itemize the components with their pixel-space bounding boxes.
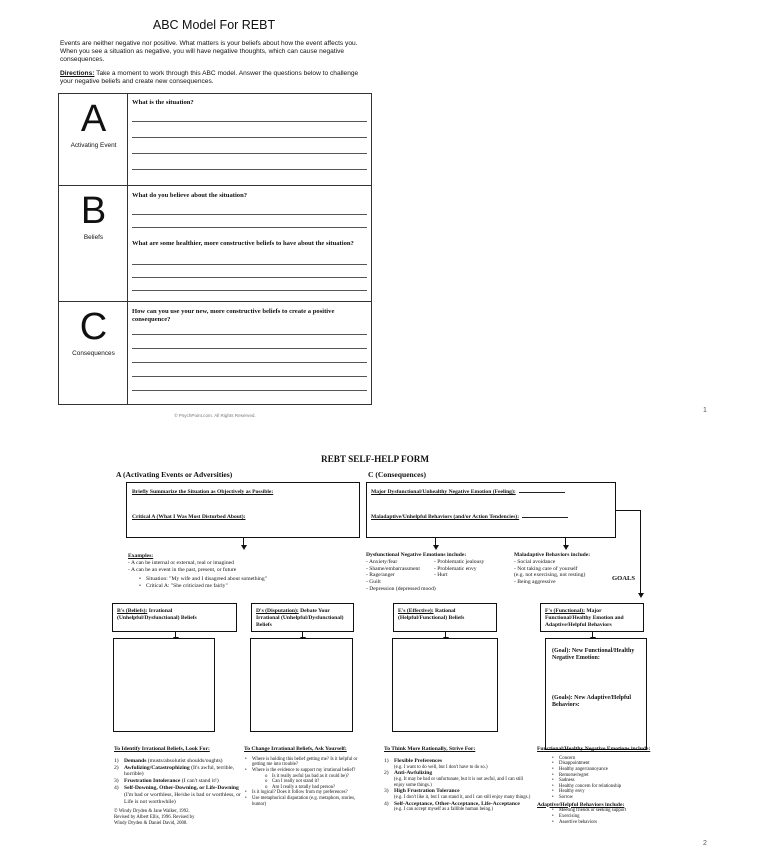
emotion-item: - Problematic envy <box>434 565 477 572</box>
question-situation: What is the situation? <box>132 99 194 106</box>
col4-heading-2: Adaptive/Helpful Behaviors include: <box>537 801 625 808</box>
col3-item <box>384 788 532 800</box>
col2-sub-bullet: o Is it really awful (as bad as it could be)? <box>264 774 370 780</box>
col3-heading: To Think More Rationally, Strive For: <box>384 746 476 752</box>
example-critical-a: • Critical A: "She criticized me fairly" <box>138 583 358 590</box>
col3-item <box>384 801 532 813</box>
col2-bullet: • Is it logical? Does it follow from my preferences? <box>244 790 370 796</box>
disputation-head: D's (Disputation): <box>256 608 299 614</box>
adaptive-behavior-item: • Meeting friends or seeking support <box>551 808 665 814</box>
functional-text <box>545 608 643 628</box>
goals-arrow <box>640 510 641 596</box>
directions-text: Take a moment to work through this ABC model. Answer the questions below to challenge your negative beliefs and create new consequences. <box>60 70 359 86</box>
item-number: 4) <box>114 784 119 791</box>
answer-blank[interactable] <box>522 517 568 518</box>
answer-line[interactable] <box>132 390 367 391</box>
col2-sub-bullet: o Can I really not stand it? <box>264 779 370 785</box>
col4-list <box>551 756 665 801</box>
item-number: 4) <box>384 800 389 807</box>
item-text: (e.g. I want to do well, but I don't have to do so.) <box>394 764 488 770</box>
goals-writing-box[interactable] <box>545 638 647 750</box>
dysfunctional-emotions-block <box>366 552 508 599</box>
behavior-item: - Social avoidance <box>514 558 556 565</box>
maladaptive-behavior-label: Maladaptive/Unhelpful Behaviors (and/or Action Tendencies): <box>371 514 520 520</box>
item-number: 1) <box>114 757 119 764</box>
col2-bullet: • Where is the evidence to support my irrational belief? <box>244 768 370 774</box>
beliefs-head: B's (Beliefs): <box>117 608 148 614</box>
answer-blank[interactable] <box>519 492 565 493</box>
item-number: 2) <box>114 764 119 771</box>
change-irrational-beliefs <box>244 746 370 807</box>
question-consequence: How can you use your new, more constructive beliefs to create a positive consequence? <box>132 308 335 323</box>
answer-line[interactable] <box>132 376 367 377</box>
functional-box <box>540 603 644 632</box>
item-number: 1) <box>384 757 389 764</box>
col3-item <box>384 758 532 770</box>
example-bullets <box>138 576 358 590</box>
item-bold: Self-Downing, Other-Downing, or Life-Downing <box>124 784 239 791</box>
critical-a-label: Critical A (What I Was Most Disturbed About): <box>132 514 246 520</box>
col2-list <box>244 757 370 774</box>
examples-heading: Examples: <box>128 553 154 559</box>
emotion-item: - Shame/embarrassment <box>366 565 420 572</box>
healthy-emotion-item: • Concern <box>551 756 665 762</box>
abc-row-b <box>59 186 371 302</box>
functional-head: F's (Functional): <box>545 608 585 614</box>
abc-cell-b <box>59 186 128 301</box>
disputation-rest: Debate Your Irrational (Unhelpful/Dysfunctional) Beliefs <box>256 608 344 628</box>
dysfunctional-emotions-heading: Dysfunctional Negative Emotions include: <box>366 552 467 558</box>
major-emotion-row <box>371 489 615 496</box>
consequences-box[interactable] <box>366 482 616 538</box>
item-bold: Frustration Intolerance <box>124 778 181 785</box>
answer-line[interactable] <box>132 264 367 265</box>
abc-table <box>58 93 372 405</box>
worksheet-page-2 <box>0 440 768 866</box>
item-number: 2) <box>384 770 389 777</box>
col4-list-2 <box>551 808 665 825</box>
credit-line: © Windy Dryden & Jane Walker, 1992. <box>114 809 190 815</box>
effective-text <box>398 608 494 622</box>
goal-emotion-label: (Goal): New Functional/Healthy Negative Emotion: <box>552 648 635 662</box>
effective-rest: Rational (Helpful/Functional) Beliefs <box>398 608 465 621</box>
summarize-situation-label: Briefly Summarize the Situation as Objectively as Possible: <box>132 489 274 495</box>
letter-c: C <box>79 306 108 348</box>
letter-b: B <box>80 190 107 232</box>
disputation-writing-box[interactable] <box>250 638 353 732</box>
item-number: 3) <box>384 788 389 795</box>
behavior-item: (e.g. not exercising, not resting) <box>514 572 586 579</box>
healthy-emotion-item: • Healthy anger/annoyance <box>551 767 665 773</box>
item-bold: Flexible Preferences <box>394 757 443 764</box>
col1-heading: To Identify Irrational Beliefs, Look For: <box>114 746 210 752</box>
abc-cell-a <box>59 94 128 185</box>
emotion-item: - Depression (depressed mood) <box>366 585 436 592</box>
question-healthier-beliefs: What are some healthier, more constructive beliefs to have about the situation? <box>132 240 354 247</box>
effective-box <box>393 603 497 632</box>
answer-line[interactable] <box>132 169 367 170</box>
item-number: 3) <box>114 778 119 785</box>
beliefs-rest: Irrational (Unhelpful/Dysfunctional) Beliefs <box>117 608 197 621</box>
section-c-header: C (Consequences) <box>368 470 427 479</box>
answer-line[interactable] <box>132 334 367 335</box>
effective-head: E's (Effective): <box>398 608 434 614</box>
col2-list-2 <box>244 790 370 807</box>
emotion-item: - Anxiety/fear <box>366 558 398 565</box>
answer-line[interactable] <box>132 153 367 154</box>
maladaptive-behavior-row <box>371 514 615 521</box>
answer-line[interactable] <box>132 227 367 228</box>
col1-list <box>114 758 246 806</box>
answer-line[interactable] <box>132 362 367 363</box>
col1-item <box>114 765 246 779</box>
item-text: (e.g. I can accept myself as a fallible human being.) <box>394 807 494 813</box>
goals-label: GOALS <box>612 575 636 582</box>
item-bold: High Frustration Tolerance <box>394 788 460 795</box>
answer-line[interactable] <box>132 121 367 122</box>
col1-item <box>114 785 246 805</box>
directions-label: Directions: <box>60 70 95 77</box>
item-text: (I'm bad or worthless, He/she is bad or worthless, or Life is not worthwhile) <box>124 791 241 805</box>
functional-emotions-behaviors <box>537 746 665 825</box>
answer-line[interactable] <box>132 290 367 291</box>
activating-event-box[interactable] <box>126 482 360 538</box>
label-activating-event: Activating Event <box>70 142 117 149</box>
example-situation: • Situation: "My wife and I disagreed about something" <box>138 576 358 583</box>
goal-behaviors-label: (Goals): New Adaptive/Helpful Behaviors: <box>552 695 631 709</box>
col1-item <box>114 758 246 765</box>
item-bold: Awfulizing/Catastrophizing <box>124 764 190 771</box>
beliefs-text <box>117 608 233 622</box>
abc-row-a <box>59 94 371 186</box>
adaptive-behavior-item: • Assertive behaviors <box>551 820 665 826</box>
col2-bullet: • Where is holding this belief getting me? Is it helpful or getting me into trouble? <box>244 757 370 768</box>
disputation-text <box>256 608 352 628</box>
col4-heading: Functional/Healthy Negative Emotions include: <box>537 746 651 752</box>
copyright-credit <box>114 809 246 826</box>
emotion-item: - Rage/anger <box>366 572 395 579</box>
item-bold: Anti-Awfulizing <box>394 770 433 777</box>
item-text: (musts/absolutist shoulds/oughts) <box>146 757 223 764</box>
example-line: - A can be an event in the past, present, or future <box>128 566 237 573</box>
item-bold: Self-Acceptance, Other-Acceptance, Life-Acceptance <box>394 800 520 807</box>
letter-a: A <box>80 98 107 140</box>
col3-item <box>384 770 532 788</box>
beliefs-writing-box[interactable] <box>113 638 215 732</box>
emotion-item: - Problematic jealousy <box>434 558 485 565</box>
item-text: (I can't stand it!) <box>180 778 219 785</box>
healthy-emotion-item: • Sadness <box>551 778 665 784</box>
healthy-emotion-item: • Disappointment <box>551 761 665 767</box>
page-number: 1 <box>703 407 707 414</box>
label-consequences: Consequences <box>72 350 115 357</box>
col1-item <box>114 778 246 785</box>
down-arrow <box>565 538 566 548</box>
page-number: 2 <box>703 840 707 847</box>
intro-paragraph: Events are neither negative nor positive. What matters is your beliefs about how the event affects you. When you see a situation as negative, you will have negative thoughts, which can cause negative consequences. <box>60 40 358 64</box>
answer-line[interactable] <box>132 137 367 138</box>
col3-list <box>384 758 532 813</box>
abc-cell-c <box>59 302 128 404</box>
healthy-emotion-item: • Sorrow <box>551 795 665 801</box>
example-line: - A can be internal or external, real or imagined <box>128 559 234 566</box>
abc-row-c <box>59 302 371 404</box>
behavior-item: - Not taking care of yourself <box>514 565 578 572</box>
col2-sub-bullet: o Am I really a totally bad person? <box>264 785 370 791</box>
credit-line: Windy Dryden & Daniel David, 2008. <box>114 820 188 826</box>
adaptive-behavior-item: • Exercising <box>551 814 665 820</box>
col2-heading: To Change Irrational Beliefs, Ask Yourself: <box>244 746 347 752</box>
behavior-item: - Being aggressive <box>514 579 556 586</box>
down-arrow <box>435 538 436 548</box>
examples-block <box>128 553 358 590</box>
label-beliefs: Beliefs <box>83 234 104 241</box>
disputation-box <box>251 603 354 632</box>
healthy-emotion-item: • Remorse/regret <box>551 773 665 779</box>
col2-sublist <box>264 774 370 791</box>
down-arrow <box>243 538 244 548</box>
emotion-item: - Guilt <box>366 579 381 586</box>
section-a-header: A (Activating Events or Adversities) <box>116 470 233 479</box>
item-text: (e.g. It may be bad or unfortunate, but it is not awful, and I can still enjoy some things.) <box>394 776 524 788</box>
effective-writing-box[interactable] <box>392 638 498 732</box>
maladaptive-behaviors-block <box>514 552 606 586</box>
credit-line: Revised by Albert Ellis, 1996. Revised by <box>114 814 195 820</box>
emotions-col-1 <box>366 559 434 593</box>
question-beliefs: What do you believe about the situation? <box>132 192 248 199</box>
item-text: (e.g. I don't like it, but I can stand it, and I can still enjoy many things.) <box>394 794 531 800</box>
healthy-emotion-item: • Healthy envy <box>551 789 665 795</box>
copyright-footer: © PsychPoint.com. All Rights Reserved. <box>174 413 256 418</box>
maladaptive-behaviors-heading: Maladaptive Behaviors include: <box>514 552 591 558</box>
emotions-col-2 <box>434 559 506 579</box>
functional-rest: Major Functional/Healthy Emotion and Adaptive/Helpful Behaviors <box>545 608 624 628</box>
dysfunctional-emotions-list <box>366 559 508 599</box>
worksheet-page-1 <box>0 0 768 430</box>
think-rationally <box>384 746 532 813</box>
goals-connector <box>616 510 640 511</box>
beliefs-box <box>112 603 237 632</box>
item-text: (It's awful, terrible, horrible) <box>124 764 235 778</box>
answer-line[interactable] <box>132 277 367 278</box>
major-emotion-label: Major Dysfunctional/Unhealthy Negative Emotion (Feeling): <box>371 489 516 495</box>
page-title: ABC Model For REBT <box>152 18 276 32</box>
item-bold: Demands <box>124 757 147 764</box>
identify-irrational-beliefs <box>114 746 246 826</box>
answer-line[interactable] <box>132 348 367 349</box>
healthy-emotion-item: • Healthy concern for relationship <box>551 784 665 790</box>
directions-paragraph <box>60 70 372 86</box>
col2-bullet: • Use metaphorical disputation (e.g. metaphors, stories, humor) <box>244 796 370 807</box>
emotion-item: - Hurt <box>434 572 448 579</box>
answer-line[interactable] <box>132 214 367 215</box>
form-title: REBT SELF-HELP FORM <box>320 454 430 464</box>
